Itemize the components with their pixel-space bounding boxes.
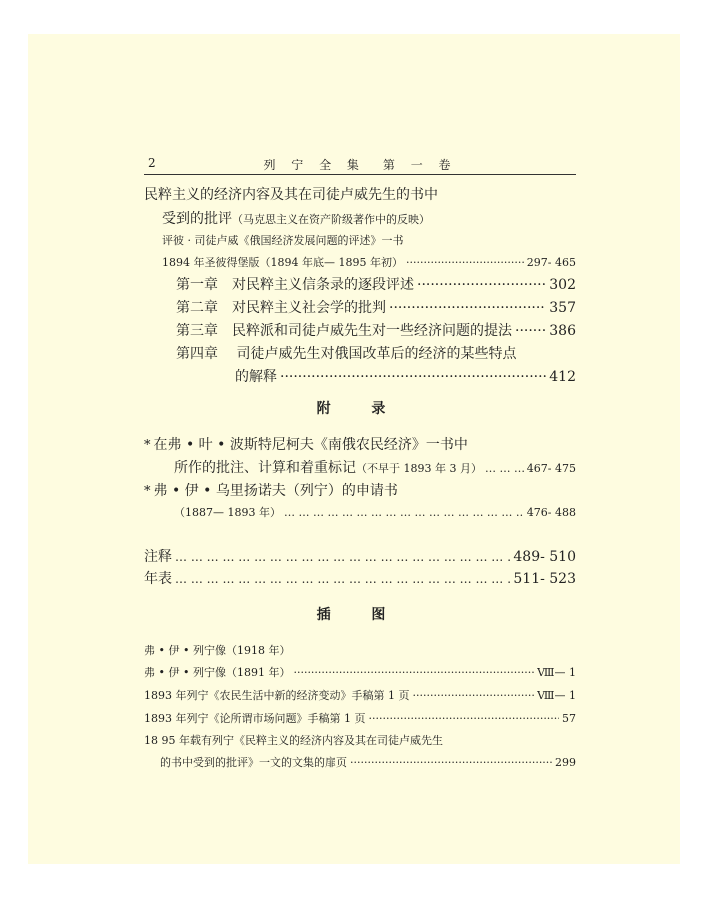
chapter-page: 386 — [549, 323, 576, 339]
illustration-text: 1893 年列宁《论所谓市场问题》手稿第 1 页 — [144, 712, 366, 725]
back-matter-label: 年表 — [144, 571, 172, 587]
page — [28, 34, 680, 864]
leader-dots — [175, 550, 510, 564]
chapter-page: 302 — [549, 277, 576, 293]
appendix-item-2 — [144, 480, 576, 500]
appendix-item-2-cont — [174, 504, 576, 520]
appendix-item-1-cont — [174, 457, 576, 477]
back-matter-pages: 489- 510 — [513, 549, 576, 565]
chapter-title-cont: 的解释 — [235, 369, 277, 385]
chapter-page: 357 — [549, 300, 576, 316]
chapter-1 — [176, 274, 576, 294]
appendix-item-line1: 在弗 • 叶 • 波斯特尼柯夫《南俄农民经济》一书中 — [153, 437, 468, 453]
main-title-note: （马克思主义在资产阶级著作中的反映） — [232, 213, 430, 226]
book-title: 列 宁 全 集 第 一 卷 — [263, 158, 457, 172]
appendix-item-line2: 所作的批注、计算和着重标记 — [174, 460, 356, 476]
subtitle-line2 — [162, 254, 576, 270]
illustration-item-3 — [144, 687, 576, 703]
chapter-num: 第一章 — [176, 277, 218, 293]
appendix-heading: 附 录 — [316, 401, 404, 417]
subtitle-line1: 评彼 · 司徒卢威《俄国经济发展问题的评述》一书 — [162, 234, 404, 247]
illustration-item-2 — [144, 664, 576, 680]
leader-dots — [417, 277, 546, 293]
chapter-4 — [176, 343, 608, 363]
appendix-item-pages: 467- 475 — [526, 462, 576, 475]
appendix-item-line1: 弗 • 伊 • 乌里扬诺夫（列宁）的申请书 — [153, 483, 398, 499]
running-header — [144, 152, 576, 175]
illustration-text: 18 95 年载有列宁《民粹主义的经济内容及其在司徒卢威先生 — [144, 734, 443, 747]
illustration-text: 弗 • 伊 • 列宁像（1918 年） — [144, 644, 291, 657]
chapter-4-cont — [235, 366, 576, 386]
chapter-num: 第二章 — [176, 300, 218, 316]
illustration-page: 57 — [562, 712, 576, 725]
leader-dots — [350, 756, 552, 769]
main-title-line2-text: 受到的批评 — [162, 211, 232, 227]
illustration-item-5-cont — [160, 754, 576, 770]
illustration-page: 299 — [555, 756, 576, 769]
asterisk-mark: * — [144, 484, 151, 499]
leader-dots — [389, 300, 546, 316]
back-matter-pages: 511- 523 — [513, 571, 576, 587]
leader-dots — [412, 689, 534, 702]
chapter-2 — [176, 297, 576, 317]
illustration-item-5 — [144, 732, 576, 748]
chapter-title: 对民粹主义信条录的逐段评述 — [232, 277, 414, 293]
chapter-page: 412 — [549, 369, 576, 385]
illustration-item-1 — [144, 642, 576, 658]
leader-dots — [406, 256, 524, 269]
appendix-item-note: （不早于 1893 年 3 月） — [356, 462, 482, 475]
chapter-title: 民粹派和司徒卢威先生对一些经济问题的提法 — [232, 323, 512, 339]
appendix-item-line2: （1887— 1893 年） — [174, 506, 281, 519]
chapter-num: 第三章 — [176, 323, 218, 339]
illustrations-heading: 插 图 — [316, 607, 404, 623]
leader-dots — [175, 572, 510, 586]
page-number: 2 — [148, 156, 156, 170]
chapter-3 — [176, 320, 576, 340]
main-title-line1: 民粹主义的经济内容及其在司徒卢威先生的书中 — [144, 187, 438, 203]
back-matter-label: 注释 — [144, 549, 172, 565]
main-title-line2 — [162, 208, 594, 228]
leader-dots — [485, 462, 524, 475]
chronology-entry — [144, 568, 576, 588]
subtitle-line2-text: 1894 年圣彼得堡版（1894 年底— 1895 年初） — [162, 256, 403, 269]
leader-dots — [280, 369, 546, 385]
notes-entry — [144, 546, 576, 566]
appendix-item-pages: 476- 488 — [526, 506, 576, 519]
chapter-title: 司徒卢威先生对俄国改革后的经济的某些特点 — [236, 346, 517, 362]
leader-dots — [515, 323, 546, 339]
leader-dots — [293, 666, 534, 679]
illustration-page: Ⅷ— 1 — [537, 689, 576, 702]
illustration-item-4 — [144, 710, 576, 726]
leader-dots — [284, 506, 524, 519]
illustration-page: Ⅷ— 1 — [537, 666, 576, 679]
subtitle-pages: 297- 465 — [526, 256, 576, 269]
chapter-num: 第四章 — [176, 346, 218, 362]
chapter-title: 对民粹主义社会学的批判 — [232, 300, 386, 316]
asterisk-mark: * — [144, 438, 151, 453]
appendix-item-1 — [144, 434, 576, 454]
leader-dots — [368, 712, 559, 725]
illustration-text: 弗 • 伊 • 列宁像（1891 年） — [144, 666, 291, 679]
illustration-text-cont: 的书中受到的批评》一文的文集的扉页 — [160, 756, 347, 769]
illustration-text: 1893 年列宁《农民生活中新的经济变动》手稿第 1 页 — [144, 689, 410, 702]
